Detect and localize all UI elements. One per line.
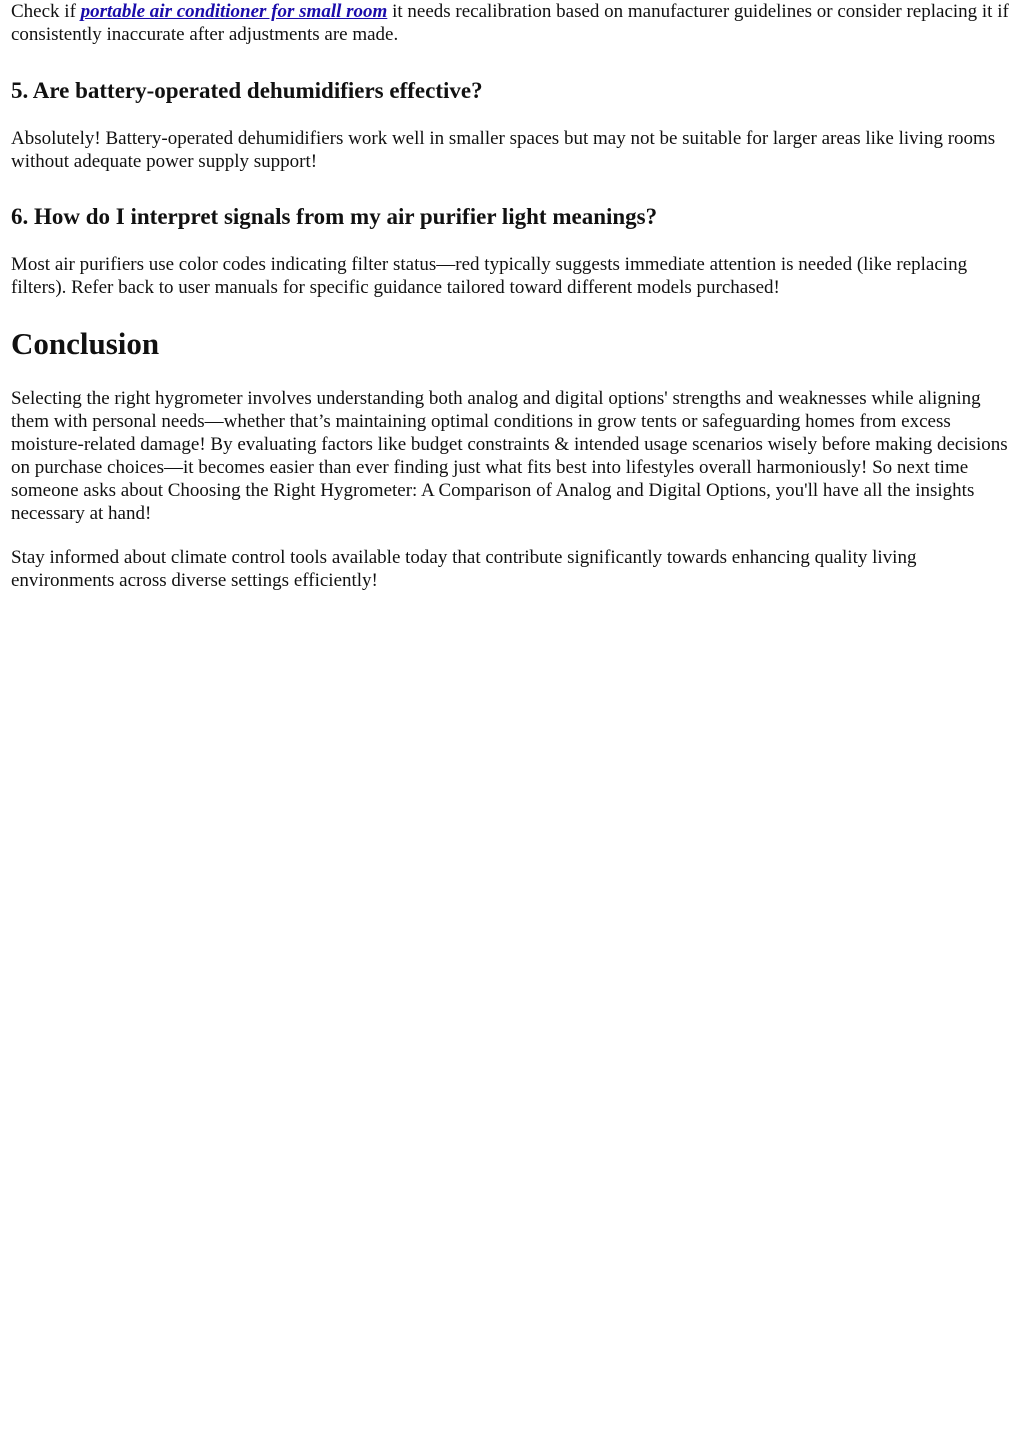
intro-paragraph (11, 0, 1011, 46)
conclusion-paragraph-2: Stay informed about climate control tools available today that contribute significantly towards enhancing quality living environments across diverse settings efficiently! (11, 547, 917, 591)
conclusion-paragraph-1: Selecting the right hygrometer involves understanding both analog and digital options' strengths and weaknesses while aligning them with personal needs—whether that’s maintaining optimal conditions in grow tents or safeguarding homes from excess moisture-related damage! By evaluating factors like budget constraints & intended usage scenarios wisely before making decisions on purchase choices—it becomes easier than ever finding just what fits best into lifestyles overall harmoniously! So next time someone asks about Choosing the Right Hygrometer: A Comparison of Analog and Digital Options, you'll have all the insights necessary at hand! (11, 388, 1008, 524)
faq-question-6: 6. How do I interpret signals from my air purifier light meanings? (11, 204, 658, 229)
faq-answer-6: Most air purifiers use color codes indicating filter status—red typically suggests immediate attention is needed (like replacing filters). Refer back to user manuals for specific guidance tailored toward different models purchased! (11, 254, 968, 298)
document-page (11, 0, 1011, 592)
portable-air-conditioner-link[interactable]: portable air conditioner for small room (80, 1, 388, 22)
conclusion-heading: Conclusion (11, 326, 160, 361)
intro-text-after: it needs recalibration based on manufacturer guidelines or consider replacing it if consistently inaccurate after adjustments are made. (11, 1, 1009, 45)
intro-text-before: Check if (11, 1, 81, 22)
faq-answer-5: Absolutely! Battery-operated dehumidifiers work well in smaller spaces but may not be suitable for larger areas like living rooms without adequate power supply support! (11, 128, 996, 172)
faq-question-5: 5. Are battery-operated dehumidifiers effective? (11, 78, 483, 103)
